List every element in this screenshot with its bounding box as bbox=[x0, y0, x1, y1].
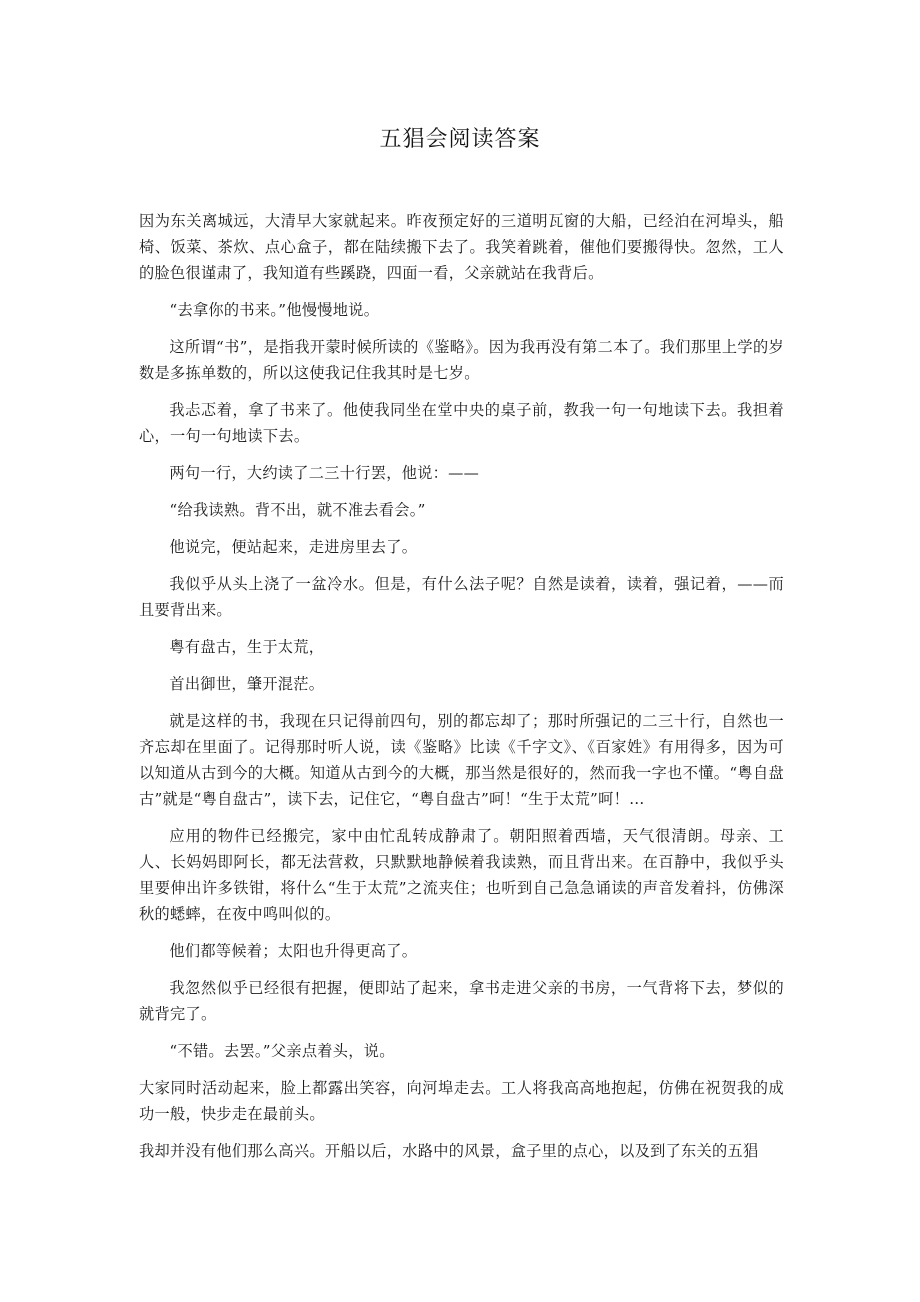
paragraph: 因为东关离城远，大清早大家就起来。昨夜预定好的三道明瓦窗的大船，已经泊在河埠头，船椅、饭菜、茶炊、点心盒子，都在陆续搬下去了。我笑着跳着，催他们要搬得快。忽然，工人的脸色很谨肃了，我知道有些蹊跷，四面一看，父亲就站在我背后。 bbox=[139, 212, 784, 282]
verse-line: 粤有盘古，生于太荒， bbox=[169, 638, 325, 656]
paragraph: 他们都等候着；太阳也升得更高了。 bbox=[169, 942, 418, 960]
document-body bbox=[139, 208, 784, 1164]
paragraph: 就是这样的书，我现在只记得前四句，别的都忘却了；那时所强记的二三十行，自然也一齐忘却在里面了。记得那时听人说，读《鉴略》比读《千字文》、《百家姓》有用得多，因为可以知道从古到今的大概。知道从古到今的大概，那当然是很好的，然而我一字也不懂。“粤自盘古”就是“粤自盘古”，读下去，记住它，“粤自盘古”呵！“生于太荒”呵！… bbox=[139, 712, 784, 808]
paragraph: 应用的物件已经搬完，家中由忙乱转成静肃了。朝阳照着西墙，天气很清朗。母亲、工人、长妈妈即阿长，都无法营救，只默默地静候着我读熟，而且背出来。在百静中，我似乎头里要伸出许多铁钳，将什么“生于太荒”之流夹住；也听到自己急急诵读的声音发着抖，仿佛深秋的蟋蟀，在夜中鸣叫似的。 bbox=[139, 827, 784, 923]
paragraph: “给我读熟。背不出，就不准去看会。” bbox=[169, 501, 426, 519]
verse-line: 首出御世，肇开混茫。 bbox=[169, 675, 325, 693]
paragraph: 这所谓“书”，是指我开蒙时候所读的《鉴略》。因为我再没有第二本了。我们那里上学的岁数是多拣单数的，所以这使我记住我其时是七岁。 bbox=[139, 338, 784, 382]
paragraph: 我似乎从头上浇了一盆冷水。但是，有什么法子呢？自然是读着，读着，强记着，——而且要背出来。 bbox=[139, 575, 784, 619]
paragraph: “不错。去罢。”父亲点着头，说。 bbox=[169, 1042, 395, 1060]
paragraph: 两句一行，大约读了二三十行罢，他说：—— bbox=[169, 464, 480, 482]
paragraph: “去拿你的书来。”他慢慢地说。 bbox=[169, 301, 380, 319]
page-title: 五猖会阅读答案 bbox=[379, 127, 541, 152]
paragraph: 大家同时活动起来，脸上都露出笑容，向河埠走去。工人将我高高地抱起，仿佛在祝贺我的成功一般，快步走在最前头。 bbox=[139, 1079, 784, 1123]
paragraph: 我忐忑着，拿了书来了。他使我同坐在堂中央的桌子前，教我一句一句地读下去。我担着心，一句一句地读下去。 bbox=[139, 401, 784, 445]
paragraph: 他说完，便站起来，走进房里去了。 bbox=[169, 538, 418, 556]
paragraph: 我却并没有他们那么高兴。开船以后，水路中的风景，盒子里的点心，以及到了东关的五猖 bbox=[139, 1142, 759, 1160]
paragraph: 我忽然似乎已经很有把握，便即站了起来，拿书走进父亲的书房，一气背将下去，梦似的就背完了。 bbox=[139, 979, 784, 1023]
